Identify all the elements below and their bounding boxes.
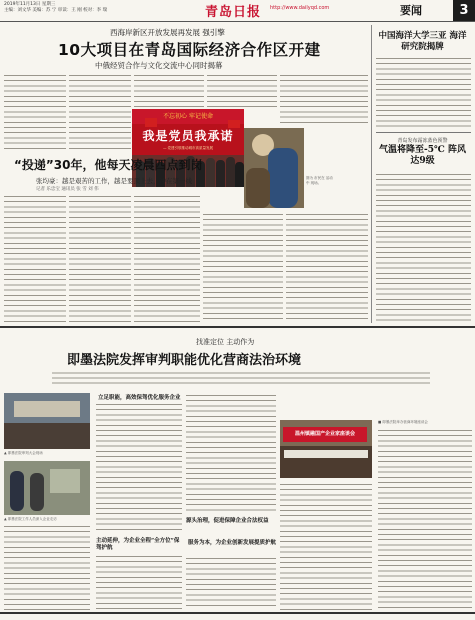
- story2-body-col5: [286, 212, 368, 322]
- page-number: 3: [453, 0, 475, 21]
- bottom-col2b-body: [96, 554, 182, 610]
- story2-body-col2: [69, 194, 131, 322]
- bottom-col3b-body: [186, 556, 276, 610]
- banner-subtitle: — 党建引领推动城市高质量发展: [162, 146, 214, 150]
- top-story-body-col4: [207, 73, 277, 107]
- top-story-kicker: 西海岸新区开放发展再发展 强引擎: [110, 28, 225, 37]
- company-visit-photo: [4, 461, 90, 515]
- section-heading-4: 源头治理，促进保障企业合法权益: [186, 518, 269, 524]
- top-story-body-col1: [4, 73, 66, 153]
- bottom-intro-text: [52, 371, 430, 387]
- photo-caption-1: ▲ 即墨法院审判大会现场: [4, 451, 43, 455]
- bottom-col5-body: [378, 428, 472, 610]
- footer-rule: [0, 612, 475, 614]
- masthead: [0, 0, 475, 22]
- edition-editors: 主编：刘文华 美编：苏 宁 审读：王 刚 校对：李 瑞: [4, 8, 108, 13]
- seminar-banner: 温州镇融国产企业家座谈会: [283, 427, 367, 442]
- news-photo-worker: [244, 128, 304, 208]
- newspaper-logo[interactable]: 青岛日报: [205, 5, 262, 20]
- section-heading-3: 服务为本，为企业创新发展提质护航: [188, 540, 277, 546]
- bottom-kicker: 找准定位 主动作为: [196, 338, 255, 346]
- section-divider: [0, 326, 475, 328]
- bottom-headline[interactable]: 即墨法院发挥审判职能优化营商法治环境: [67, 353, 302, 368]
- bottom-col2-body: [96, 402, 182, 534]
- story2-body-col4: [203, 212, 283, 322]
- bottom-col4-body: [280, 482, 372, 610]
- court-hearing-photo: [4, 393, 90, 449]
- story2-headline[interactable]: “投递”30年，他每天凌晨四点到岗: [14, 158, 203, 172]
- right-story1-body: [376, 56, 471, 128]
- top-story-subhead: 中俄经贸合作与文化交流中心同时揭幕: [95, 61, 223, 70]
- photo-caption-3: ■ 即墨法院举办营商环境座谈会: [378, 420, 428, 424]
- right-story2-kicker: 青岛发布霜冻蓝色预警: [397, 138, 448, 144]
- photo-caption-2: ▲ 即墨法院工作人员深入企业走访: [4, 517, 57, 521]
- bottom-col3-body: [186, 393, 276, 513]
- flag-icon: [145, 118, 157, 127]
- top-story-body-col3: [134, 73, 204, 107]
- photo-caption: 图为 市民在 活动中 现场。: [306, 176, 333, 185]
- bottom-col1-body: [4, 524, 90, 610]
- section-heading-2: 主动延伸，为企业全程“全方位”保驾护航: [96, 538, 180, 551]
- newspaper-url[interactable]: http://www.dailyqd.com: [270, 5, 330, 11]
- story2-byline: 记者 乐忠宝 通讯员 张 雪 刘 伟: [36, 187, 99, 192]
- top-story-body-col2: [69, 73, 131, 153]
- edition-info: [4, 2, 107, 14]
- story2-subhead: 张均豪：越是艰苦的工作，越是要顶上去，冲在第一线: [36, 177, 192, 185]
- story2-body-col3: [134, 194, 200, 322]
- section-heading-1: 立足职能，高效保驾优化服务企业: [98, 395, 181, 401]
- story2-body-col1: [4, 194, 66, 322]
- top-story-headline[interactable]: 10大项目在青岛国际经济合作区开建: [58, 41, 321, 59]
- right-story2-body: [376, 172, 471, 322]
- column-divider: [371, 25, 372, 323]
- banner-title: 我是党员我承诺: [142, 129, 234, 143]
- banner-slogan: 不忘初心 牢记使命: [132, 109, 244, 124]
- top-story-body-col5: [280, 73, 368, 125]
- edition-date: 2019年11月13日 星期三: [4, 2, 56, 7]
- right-story1-headline[interactable]: 中国海洋大学三亚 海洋研究院揭牌: [378, 31, 467, 52]
- section-title: 要闻: [400, 4, 422, 17]
- right-story2-headline[interactable]: 气温将降至-5℃ 阵风达9级: [379, 145, 466, 166]
- right-story-divider: [376, 132, 471, 133]
- flag-icon: [228, 120, 240, 128]
